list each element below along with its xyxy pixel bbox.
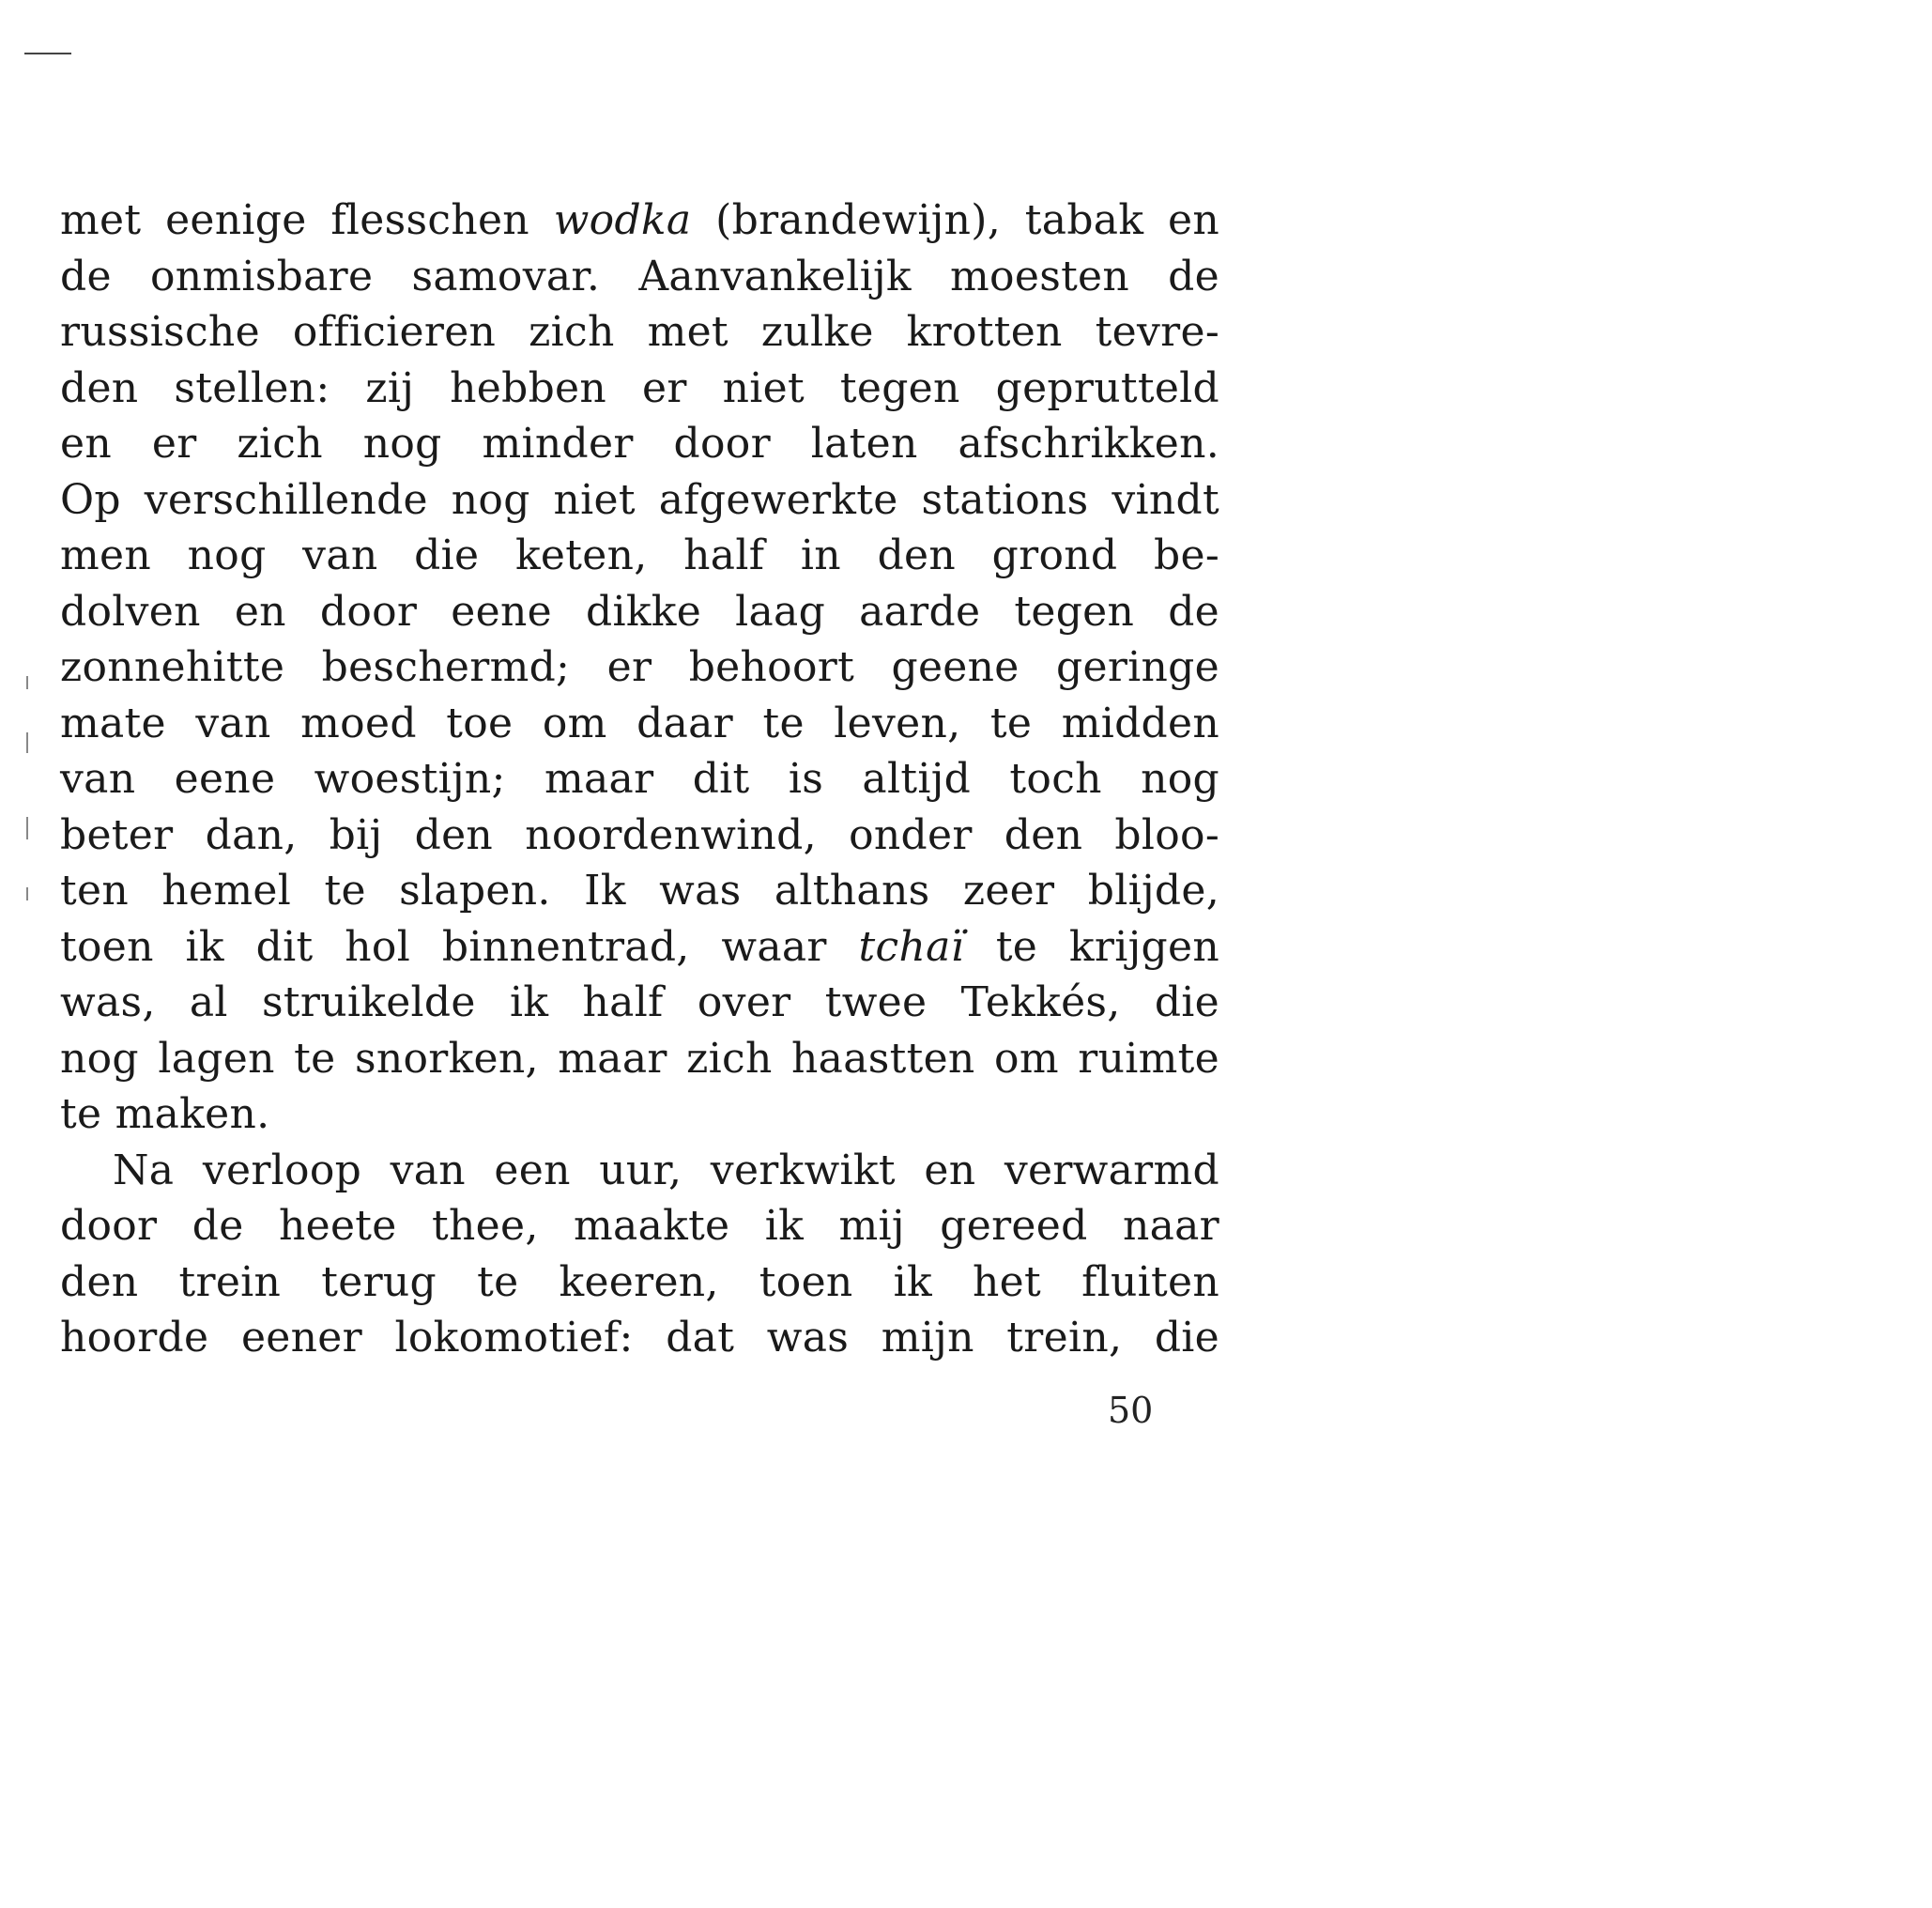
text-line [60,1198,1219,1254]
text-line [60,304,1219,361]
line-text: en er zich nog minder door laten afschrikken. [60,420,1219,468]
line-text: hoorde eener lokomotief: dat was mijn trein, die [60,1314,1219,1362]
line-text: den stellen: zij hebben er niet tegen geprutteld [60,363,1219,412]
line-text: nog lagen te snorken, maar zich haastten om ruimte [60,1034,1219,1083]
text-line [60,1086,1219,1143]
line-text: Na verloop van een uur, verkwikt en verwarmd [113,1146,1219,1194]
body-text [60,192,1219,1366]
line-text: toen ik dit hol binnentrad, waar [60,922,859,971]
text-line [60,416,1219,472]
line-text: men nog van die keten, half in den grond be- [60,531,1219,579]
margin-mark [26,732,28,753]
margin-mark [26,887,28,900]
text-line [60,751,1219,808]
text-line [60,1031,1219,1087]
line-text: met eenige flesschen [60,196,554,244]
page-number: 50 [1108,1390,1154,1431]
italic-term: wodka [553,196,692,244]
text-line [60,1143,1219,1199]
text-line [60,975,1219,1031]
text-line [60,361,1219,417]
text-line [60,249,1219,305]
text-line [60,584,1219,640]
text-line [60,696,1219,752]
scan-mark [24,53,71,54]
line-text: te maken. [60,1090,270,1138]
text-line [60,472,1219,529]
text-line [60,528,1219,584]
text-line [60,1254,1219,1311]
line-text: zonnehitte beschermd; er behoort geene geringe [60,643,1219,691]
text-line [60,1310,1219,1366]
line-text: de onmisbare samovar. Aanvankelijk moesten de [60,252,1219,300]
line-text: russische officieren zich met zulke krotten tevre- [60,308,1219,356]
line-text: te krijgen [964,922,1219,971]
line-text: (brandewijn), tabak en [691,196,1219,244]
text-line [60,919,1219,976]
line-text: van eene woestijn; maar dit is altijd toch nog [60,755,1219,803]
line-text: was, al struikelde ik half over twee Tekkés, die [60,978,1219,1026]
margin-mark [26,676,28,689]
margin-mark [26,817,28,839]
line-text: dolven en door eene dikke laag aarde tegen de [60,587,1219,636]
line-text: beter dan, bij den noordenwind, onder den bloo- [60,810,1219,859]
text-line [60,808,1219,864]
line-text: mate van moed toe om daar te leven, te midden [60,699,1219,747]
italic-term: tchaï [858,922,965,971]
text-line [60,639,1219,696]
text-line [60,863,1219,919]
line-text: den trein terug te keeren, toen ik het fluiten [60,1257,1219,1306]
line-text: ten hemel te slapen. Ik was althans zeer blijde, [60,867,1219,915]
text-line [60,192,1219,249]
line-text: door de heete thee, maakte ik mij gereed naar [60,1202,1219,1250]
line-text: Op verschillende nog niet afgewerkte stations vindt [60,475,1219,524]
